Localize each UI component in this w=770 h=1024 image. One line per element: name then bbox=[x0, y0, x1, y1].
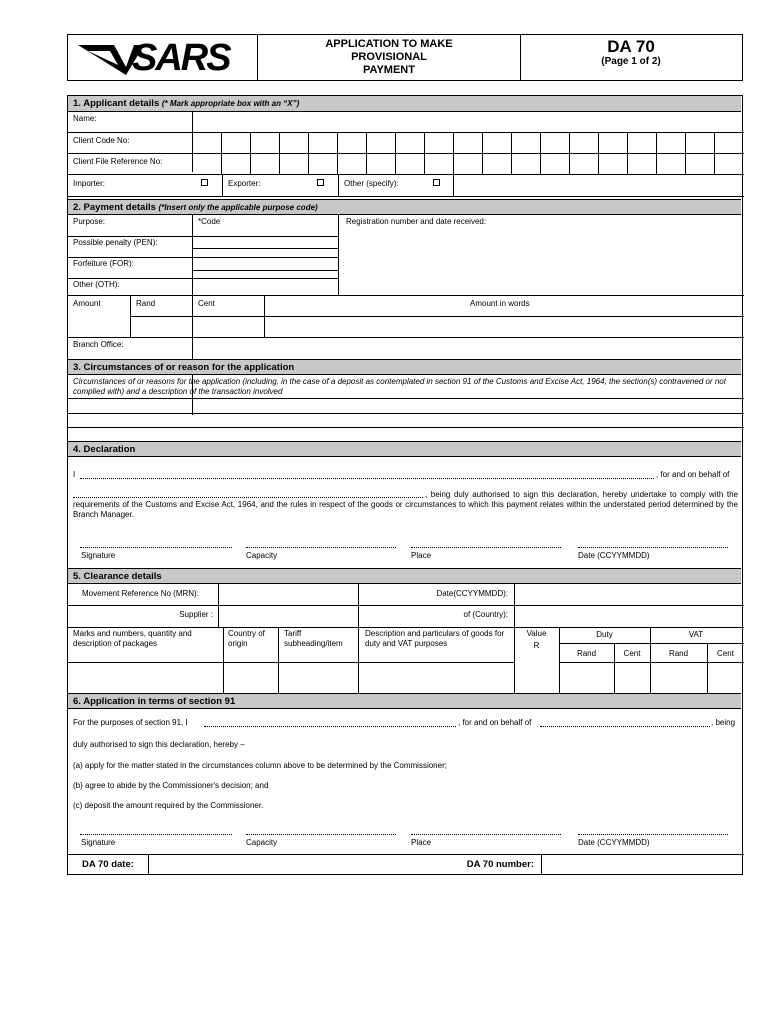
section-2-title: 2. Payment details bbox=[73, 202, 156, 213]
client-file-cell-divider bbox=[482, 154, 483, 175]
mrn-date-field[interactable] bbox=[515, 585, 741, 604]
circumstances-line-1[interactable] bbox=[68, 399, 741, 413]
capacity-label-6: Capacity bbox=[246, 838, 278, 847]
client-code-cell-divider bbox=[569, 133, 570, 154]
place-label-6: Place bbox=[411, 838, 432, 847]
client-code-cell-divider bbox=[511, 133, 512, 154]
other-specify-field[interactable] bbox=[454, 176, 741, 196]
amount-words-field[interactable] bbox=[265, 317, 741, 336]
importer-label: Importer: bbox=[73, 179, 106, 188]
s6-line1b: , for and on behalf of bbox=[458, 718, 532, 727]
s6-item-a: (a) apply for the matter stated in the circumstances column above to be determined by the Commissioner; bbox=[73, 761, 447, 770]
section-1-note: (* Mark appropriate box with an “X”) bbox=[161, 99, 300, 108]
origin-header: Country of origin bbox=[228, 629, 265, 648]
marks-header: Marks and numbers, quantity and description of packages bbox=[73, 629, 192, 648]
client-file-cell-divider bbox=[424, 154, 425, 175]
duty-rand-header: Rand bbox=[576, 649, 597, 658]
decl-paragraph: , being duly authorised to sign this declaration, hereby undertake to comply with the requirements of the Customs and Excise Act, 1964, and the rules in respect of the goods or circumstances to which this payment relates within the understated period determined by the Branch Manager. bbox=[73, 490, 738, 519]
capacity-label-4: Capacity bbox=[246, 551, 278, 560]
value-r-header: R bbox=[533, 641, 540, 650]
place-dots-4[interactable] bbox=[411, 547, 561, 548]
client-code-cell-divider bbox=[656, 133, 657, 154]
mrn-label: Movement Reference No (MRN): bbox=[82, 589, 199, 598]
s6-line1c: , being bbox=[711, 718, 736, 727]
signature-label-4: Signature bbox=[81, 551, 116, 560]
client-file-cell-divider bbox=[598, 154, 599, 175]
signature-dots-6[interactable] bbox=[80, 834, 232, 835]
s6-line1a: For the purposes of section 91, I bbox=[73, 718, 188, 727]
section-3-text: Circumstances of or reasons for the application (including, in the case of a deposit as contemplated in section 91 of the Customs and Excise Act, 1964, the section(s) contravened or not complied with) and a description of the transaction involved bbox=[73, 377, 726, 396]
client-code-label: Client Code No: bbox=[73, 136, 130, 145]
client-code-cell-divider bbox=[337, 133, 338, 154]
name-label: Name: bbox=[73, 114, 97, 123]
client-file-cell-divider bbox=[337, 154, 338, 175]
title-line-2: PROVISIONAL bbox=[351, 51, 427, 63]
name-field[interactable] bbox=[193, 113, 741, 132]
client-file-cell-divider bbox=[453, 154, 454, 175]
section-3-title: 3. Circumstances of or reason for the application bbox=[73, 362, 295, 373]
client-file-cell-divider bbox=[308, 154, 309, 175]
desc-header: Description and particulars of goods for duty and VAT purposes bbox=[365, 629, 505, 648]
section-3-header bbox=[68, 359, 741, 375]
title-line-3: PAYMENT bbox=[363, 64, 415, 76]
place-dots-6[interactable] bbox=[411, 834, 561, 835]
client-code-cell-divider bbox=[424, 133, 425, 154]
section-2-header bbox=[68, 199, 741, 215]
date-dots-4[interactable] bbox=[578, 547, 728, 548]
importer-checkbox[interactable] bbox=[201, 179, 208, 186]
section-1-header bbox=[68, 96, 741, 112]
signature-label-6: Signature bbox=[81, 838, 116, 847]
vat-header: VAT bbox=[688, 630, 704, 639]
section-6-header bbox=[68, 693, 741, 709]
other-label: Other (specify): bbox=[344, 179, 399, 188]
section-4-header bbox=[68, 441, 741, 457]
s6-line2: duly authorised to sign this declaration, hereby – bbox=[73, 740, 245, 749]
client-code-cell-divider bbox=[366, 133, 367, 154]
capacity-dots-4[interactable] bbox=[246, 547, 396, 548]
other-checkbox[interactable] bbox=[433, 179, 440, 186]
decl-line1-start: I bbox=[73, 470, 76, 479]
client-code-cell-divider bbox=[482, 133, 483, 154]
client-file-label: Client File Reference No: bbox=[73, 157, 163, 166]
duty-header: Duty bbox=[596, 630, 613, 639]
branch-office-field[interactable] bbox=[138, 338, 738, 354]
circumstances-line-2[interactable] bbox=[68, 414, 741, 427]
exporter-checkbox[interactable] bbox=[317, 179, 324, 186]
country-label: of (Country): bbox=[463, 610, 508, 619]
client-file-cell-divider bbox=[685, 154, 686, 175]
supplier-field[interactable] bbox=[219, 606, 357, 626]
pen-label: Possible penalty (PEN): bbox=[73, 238, 158, 247]
exporter-label: Exporter: bbox=[228, 179, 261, 188]
cent-field[interactable] bbox=[193, 317, 263, 336]
section-5-title: 5. Clearance details bbox=[73, 571, 162, 582]
mrn-field[interactable] bbox=[219, 585, 357, 604]
client-file-cell-divider bbox=[366, 154, 367, 175]
supplier-label: Supplier : bbox=[179, 610, 213, 619]
client-file-cell-divider bbox=[221, 154, 222, 175]
s6-behalf-dots[interactable] bbox=[540, 726, 710, 727]
section-6-title: 6. Application in terms of section 91 bbox=[73, 696, 236, 707]
decl-line1-end: , for and on behalf of bbox=[656, 470, 730, 479]
client-code-cell-divider bbox=[598, 133, 599, 154]
section-1-title: 1. Applicant details bbox=[73, 98, 160, 109]
s6-item-c: (c) deposit the amount required by the Commissioner. bbox=[73, 801, 264, 810]
amount-words-label: Amount in words bbox=[470, 299, 530, 308]
duty-cent-header: Cent bbox=[623, 649, 641, 658]
client-code-cell-divider bbox=[250, 133, 251, 154]
da70-number-field[interactable] bbox=[542, 855, 741, 873]
client-code-cell-divider bbox=[685, 133, 686, 154]
rand-field[interactable] bbox=[131, 317, 191, 336]
section-5-header bbox=[68, 568, 741, 584]
client-code-cell-divider bbox=[308, 133, 309, 154]
date-dots-6[interactable] bbox=[578, 834, 728, 835]
rand-label: Rand bbox=[136, 299, 156, 308]
registration-field[interactable] bbox=[339, 228, 741, 294]
s6-item-b: (b) agree to abide by the Commissioner's decision; and bbox=[73, 781, 269, 790]
client-code-cell-divider bbox=[279, 133, 280, 154]
date-label-4: Date (CCYYMMDD) bbox=[578, 551, 650, 560]
client-file-cell-divider bbox=[250, 154, 251, 175]
form-code: DA 70 bbox=[607, 37, 655, 56]
s6-name-dots[interactable] bbox=[204, 726, 456, 727]
place-label-4: Place bbox=[411, 551, 432, 560]
tariff-header: Tariff subheading/item bbox=[284, 629, 343, 648]
client-file-cell-divider bbox=[395, 154, 396, 175]
client-code-cell-divider bbox=[540, 133, 541, 154]
code-label: *Code bbox=[198, 217, 221, 226]
decl-name-dots[interactable] bbox=[80, 478, 654, 479]
client-file-cell-divider bbox=[656, 154, 657, 175]
capacity-dots-6[interactable] bbox=[246, 834, 396, 835]
page-label: (Page 1 of 2) bbox=[601, 56, 661, 67]
for-label: Forfeiture (FOR): bbox=[73, 259, 134, 268]
client-file-cell-divider bbox=[279, 154, 280, 175]
cent-label: Cent bbox=[198, 299, 215, 308]
client-file-cell-divider bbox=[511, 154, 512, 175]
signature-dots-4[interactable] bbox=[80, 547, 232, 548]
client-code-cell-divider bbox=[221, 133, 222, 154]
goods-row-field[interactable] bbox=[68, 663, 741, 693]
amount-label: Amount bbox=[73, 299, 101, 308]
client-code-cell-divider bbox=[627, 133, 628, 154]
header bbox=[67, 34, 743, 81]
client-file-cell-divider bbox=[569, 154, 570, 175]
client-code-cell-divider bbox=[395, 133, 396, 154]
sars-logo bbox=[74, 39, 254, 77]
branch-office-label: Branch Office: bbox=[73, 340, 124, 349]
da70-date-label: DA 70 date: bbox=[82, 859, 134, 870]
section-4-title: 4. Declaration bbox=[73, 444, 136, 455]
client-file-cell-divider bbox=[540, 154, 541, 175]
client-code-cell-divider bbox=[453, 133, 454, 154]
purpose-label: Purpose: bbox=[73, 217, 106, 226]
client-file-cell-divider bbox=[714, 154, 715, 175]
form-body bbox=[67, 95, 743, 875]
value-header: Value bbox=[526, 629, 547, 638]
vat-cent-header: Cent bbox=[717, 649, 734, 658]
registration-label: Registration number and date received: bbox=[346, 217, 487, 226]
da70-number-label: DA 70 number: bbox=[466, 859, 534, 870]
form-title bbox=[258, 38, 520, 77]
title-line-1: APPLICATION TO MAKE bbox=[325, 38, 453, 50]
oth-label: Other (OTH): bbox=[73, 280, 120, 289]
date-label-6: Date (CCYYMMDD) bbox=[578, 838, 650, 847]
country-field[interactable] bbox=[515, 606, 741, 626]
vat-rand-header: Rand bbox=[668, 649, 689, 658]
date-mrn-label: Date(CCYYMMDD): bbox=[436, 589, 508, 598]
section-2-note: (*Insert only the applicable purpose code) bbox=[158, 203, 318, 212]
logo-text: SARS bbox=[132, 37, 230, 79]
form-code-box bbox=[521, 37, 741, 68]
client-code-cell-divider bbox=[714, 133, 715, 154]
client-file-cell-divider bbox=[627, 154, 628, 175]
